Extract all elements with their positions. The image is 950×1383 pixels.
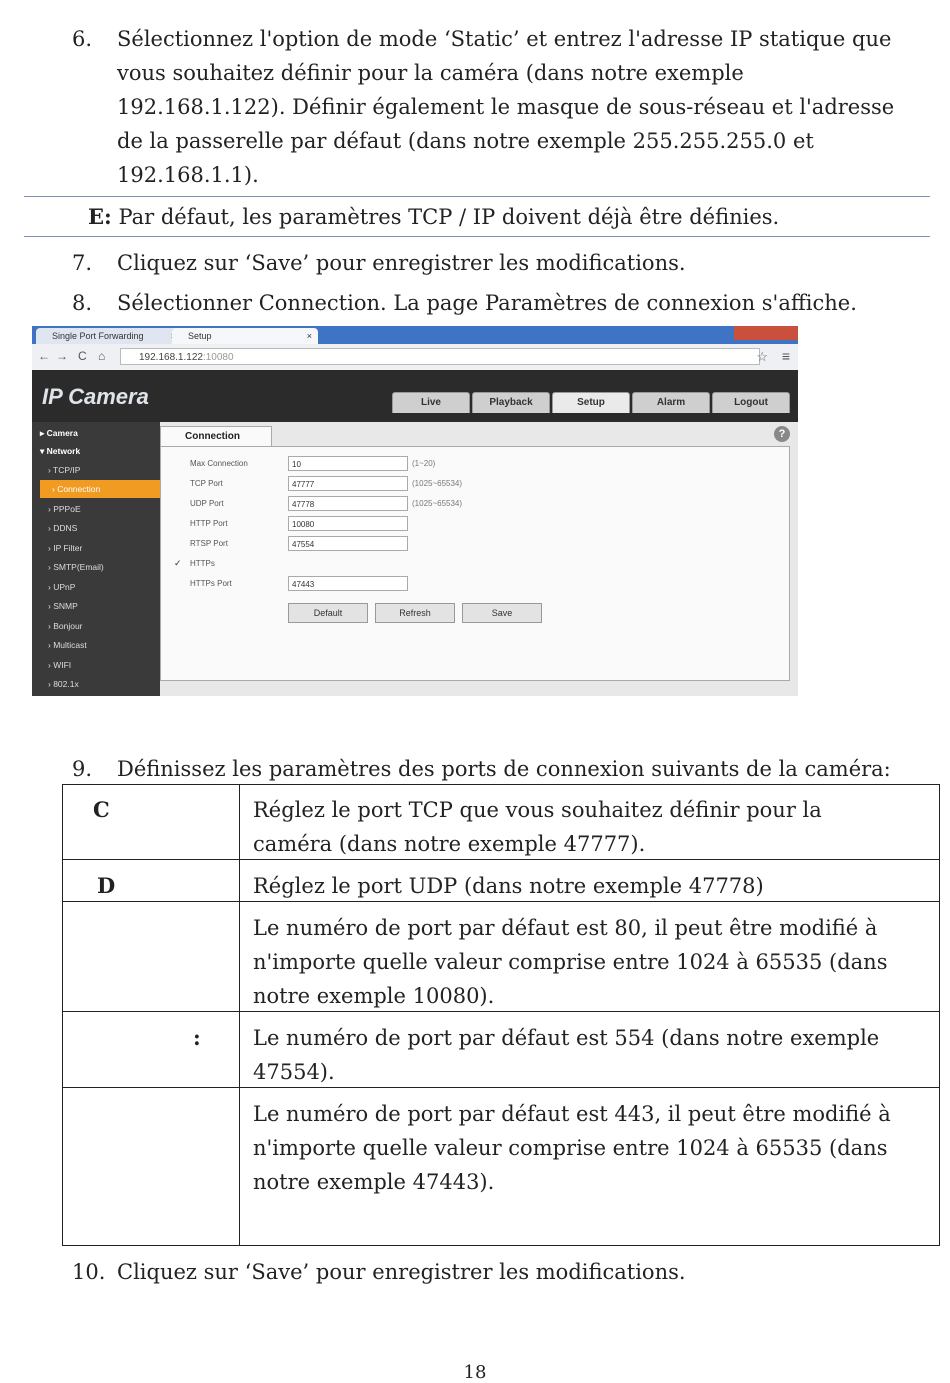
step-number: 9. (72, 757, 93, 781)
home-icon[interactable]: ⌂ (98, 349, 106, 363)
tcp-port-input[interactable]: 47777 (288, 476, 408, 491)
max-connection-input[interactable]: 10 (288, 456, 408, 471)
step-number: 10. (72, 1260, 106, 1284)
page-number: 18 (463, 1362, 487, 1383)
sidebar-item-network[interactable]: ▾ Network (40, 446, 81, 456)
settings-panel: Connection ? Max Connection 10 (1~20) TCP Port 47777 (1025~65534) UDP Port 47778 (1025~65534) HTTP Port 10080 RTSP Port 47554 ✓ HTTPs HTTPs Port 47443 (160, 422, 798, 696)
step-number: 7. (72, 251, 93, 275)
note-text: Par défaut, les paramètres TCP / IP doivent déjà être définies. (111, 205, 780, 229)
table-row-key: C (93, 797, 110, 822)
http-port-input[interactable]: 10080 (288, 516, 408, 531)
sidebar-item-smtp[interactable]: › SMTP(Email) (48, 562, 104, 572)
star-icon[interactable]: ☆ (756, 349, 768, 364)
sidebar-item-snmp[interactable]: › SNMP (48, 601, 78, 611)
note-label: E: (88, 204, 112, 229)
sidebar-item-8021x[interactable]: › 802.1x (48, 679, 79, 689)
reload-icon[interactable]: C (78, 349, 87, 363)
ports-table (62, 784, 940, 1246)
note-divider-bottom (24, 236, 930, 237)
refresh-button[interactable]: Refresh (375, 603, 455, 623)
table-row-value: Le numéro de port par défaut est 443, il peut être modifié à n'importe quelle valeur comprise entre 1024 à 65535 (dans notre exemple 47443). (253, 1102, 891, 1194)
udp-port-input[interactable]: 47778 (288, 496, 408, 511)
sidebar-item-ip-filter[interactable]: › IP Filter (48, 543, 83, 553)
browser-tab-label: Single Port Forwarding (52, 331, 144, 341)
table-row-value: Réglez le port TCP que vous souhaitez définir pour la caméra (dans notre exemple 47777). (253, 798, 822, 856)
rtsp-port-input[interactable]: 47554 (288, 536, 408, 551)
tab-connection[interactable]: Connection (160, 426, 272, 446)
sidebar-item-ddns[interactable]: › DDNS (48, 523, 78, 533)
tab-live[interactable]: Live (392, 392, 470, 413)
forward-icon[interactable]: → (56, 349, 68, 363)
close-icon[interactable]: × (306, 331, 312, 341)
step-text: Cliquez sur ‘Save’ pour enregistrer les modifications. (117, 251, 686, 275)
tab-alarm[interactable]: Alarm (632, 392, 710, 413)
step-text: Sélectionner Connection. La page Paramètres de connexion s'affiche. (117, 291, 857, 315)
save-button[interactable]: Save (462, 603, 542, 623)
sidebar-item-wifi[interactable]: › WIFI (48, 660, 72, 670)
help-icon[interactable]: ? (774, 426, 790, 442)
step-line: de la passerelle par défaut (dans notre exemple 255.255.255.0 et (117, 129, 814, 153)
sidebar-item-connection[interactable]: › Connection (40, 480, 160, 498)
sidebar-item-bonjour[interactable]: › Bonjour (48, 621, 83, 631)
url-port: :10080 (202, 352, 234, 363)
step-text: Cliquez sur ‘Save’ pour enregistrer les modifications. (117, 1260, 686, 1284)
sidebar-item-tcpip[interactable]: › TCP/IP (48, 465, 81, 475)
default-button[interactable]: Default (288, 603, 368, 623)
app-logo: IP Camera (42, 384, 149, 409)
back-icon[interactable]: ← (38, 349, 50, 363)
table-row-value: Le numéro de port par défaut est 554 (dans notre exemple 47554). (253, 1026, 880, 1084)
browser-tab[interactable] (36, 328, 182, 344)
browser-tab-label: Setup (188, 331, 212, 341)
step-text: Définissez les paramètres des ports de connexion suivants de la caméra: (117, 757, 891, 781)
tab-logout[interactable]: Logout (712, 392, 790, 413)
sidebar-item-upnp[interactable]: › UPnP (48, 582, 76, 592)
https-checkbox[interactable]: ✓ (174, 558, 182, 568)
window-controls[interactable] (734, 326, 798, 340)
step-line: 192.168.1.1). (117, 163, 259, 187)
camera-setup-screenshot (32, 326, 798, 696)
step-number: 6. (72, 27, 93, 51)
note (88, 200, 779, 234)
step-number: 8. (72, 291, 93, 315)
table-row-key: : (193, 1025, 201, 1050)
tab-setup[interactable]: Setup (552, 392, 630, 413)
sidebar-item-multicast[interactable]: › Multicast (48, 640, 87, 650)
https-port-input[interactable]: 47443 (288, 576, 408, 591)
url-host: 192.168.1.122 (139, 352, 203, 363)
sidebar-item-pppoe[interactable]: › PPPoE (48, 504, 81, 514)
step-line: vous souhaitez définir pour la caméra (dans notre exemple (117, 61, 744, 85)
step-line: Sélectionnez l'option de mode ‘Static’ et entrez l'adresse IP statique que (117, 27, 892, 51)
note-divider-top (24, 196, 930, 197)
browser-tabbar (32, 326, 798, 344)
sidebar (32, 422, 160, 696)
step-line: 192.168.1.122). Définir également le masque de sous-réseau et l'adresse (117, 95, 895, 119)
table-row-key: D (97, 873, 116, 898)
menu-icon[interactable]: ≡ (781, 348, 790, 364)
table-row-value: Le numéro de port par défaut est 80, il peut être modifié à n'importe quelle valeur comprise entre 1024 à 65535 (dans notre exemple 10080). (253, 916, 888, 1008)
sidebar-item-camera[interactable]: ▸ Camera (40, 428, 78, 438)
tab-playback[interactable]: Playback (472, 392, 550, 413)
table-row-value: Réglez le port UDP (dans notre exemple 47778) (253, 874, 764, 898)
column-divider (239, 785, 240, 1245)
address-bar (32, 344, 798, 371)
browser-tab[interactable] (172, 328, 318, 344)
url-input[interactable] (120, 348, 760, 365)
